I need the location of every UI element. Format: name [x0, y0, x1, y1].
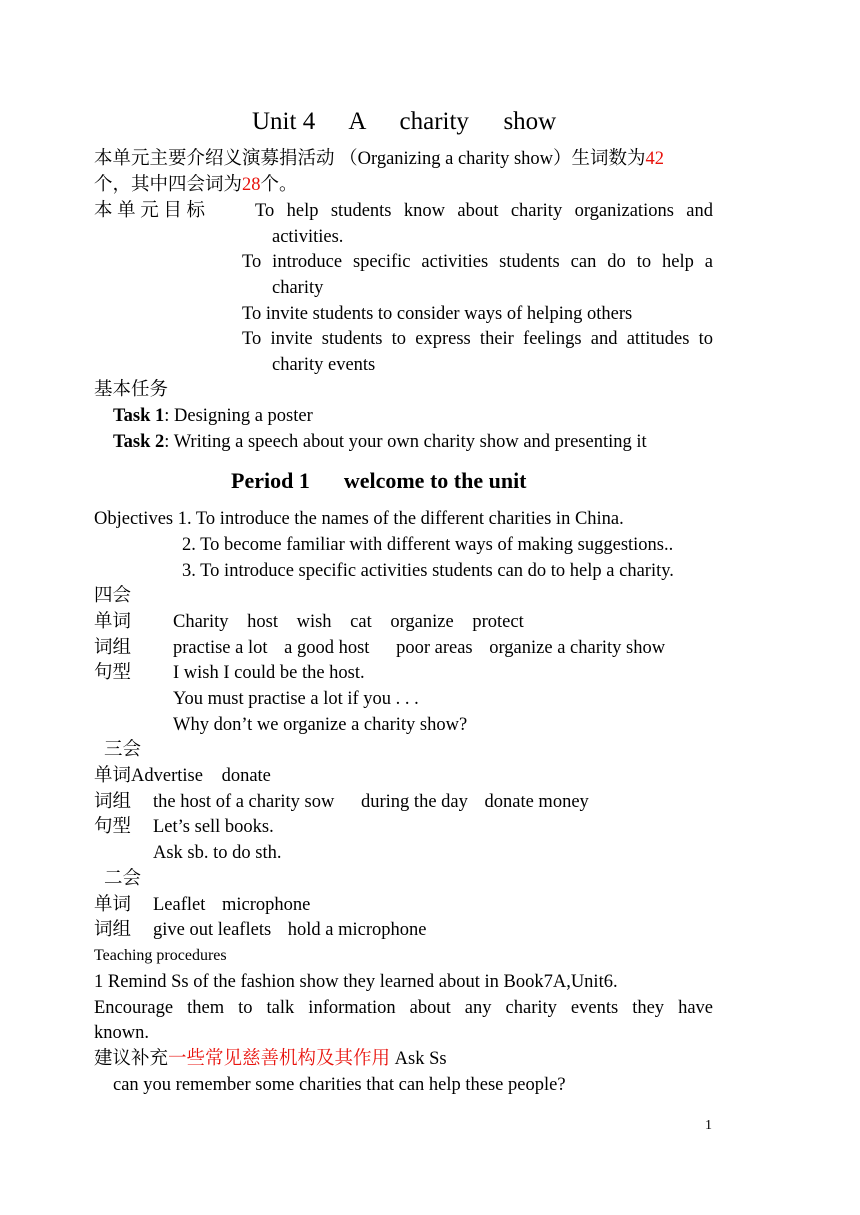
- two-level-label: 二会: [104, 869, 142, 889]
- procedure-step: known.: [94, 1023, 149, 1043]
- goal-item-cont: charity: [272, 278, 324, 298]
- tasks-label: 基本任务: [94, 380, 169, 400]
- phrases-label: 词组: [94, 638, 132, 658]
- sentence: Let’s sell books.: [153, 817, 274, 837]
- objectives-line: [94, 510, 624, 529]
- phrase: practise a lot: [173, 638, 268, 658]
- words-label: 单词: [94, 612, 132, 632]
- suggestion-highlight: 一些常见慈善机构及其作用: [168, 1049, 391, 1069]
- phrase-list: [173, 639, 665, 658]
- task-text: : Writing a speech about your own charity show and presenting it: [164, 432, 647, 452]
- unit-intro-line1: [94, 150, 664, 169]
- word-list: [153, 896, 310, 915]
- objectives-label: Objectives: [94, 509, 174, 529]
- phrase: the host of a charity sow: [153, 792, 335, 812]
- word-line: [94, 767, 271, 786]
- sentences-label: 句型: [94, 663, 132, 683]
- goals-label: 本 单 元 目 标: [94, 201, 206, 221]
- unit-title-part: A: [348, 108, 366, 135]
- sentence: Why don’t we organize a charity show?: [173, 715, 468, 735]
- objective-item: 1. To introduce the names of the different charities in China.: [177, 509, 624, 529]
- task-name: Task 2: [113, 432, 165, 452]
- word: Charity: [173, 612, 229, 632]
- suggestion-prefix: 建议补充: [94, 1049, 169, 1069]
- word: protect: [472, 612, 524, 632]
- word-count: 42: [645, 149, 665, 169]
- procedure-question: can you remember some charities that can help these people?: [113, 1075, 566, 1095]
- suggestion-suffix: Ask Ss: [394, 1049, 447, 1069]
- unit-title-part: charity: [399, 108, 469, 135]
- phrase: a good host: [284, 638, 370, 658]
- phrase: poor areas: [396, 638, 473, 658]
- objective-item: 2. To become familiar with different ways of making suggestions..: [182, 535, 674, 555]
- procedures-heading: Teaching procedures: [94, 947, 227, 964]
- page-number: 1: [705, 1118, 712, 1133]
- phrase-list: [153, 921, 427, 940]
- intro-text: 本单元主要介绍义演募捐活动 （Organizing a charity show）生词数为: [94, 149, 646, 169]
- period-title-b: welcome to the unit: [343, 468, 527, 493]
- suggestion-line: [94, 1050, 447, 1069]
- task-text: : Designing a poster: [164, 406, 313, 426]
- phrase-list: [153, 793, 589, 812]
- word: microphone: [222, 895, 311, 915]
- sentence: I wish I could be the host.: [173, 663, 365, 683]
- intro-text: 个。: [260, 175, 298, 195]
- words-label: 单词: [94, 895, 132, 915]
- phrases-label: 词组: [94, 920, 132, 940]
- goal-item: To help students know about charity organizations and: [255, 201, 713, 221]
- word: wish: [296, 612, 332, 632]
- task-name: Task 1: [113, 406, 165, 426]
- unit-intro-line2: [94, 176, 298, 195]
- three-level-label: 三会: [104, 740, 142, 760]
- goal-item-cont: activities.: [272, 227, 344, 247]
- task-item: [113, 433, 647, 452]
- goal-item: To introduce specific activities students can do to help a: [242, 252, 713, 272]
- phrase: organize a charity show: [489, 638, 666, 658]
- word: organize: [390, 612, 454, 632]
- procedure-step: Encourage them to talk information about any charity events they have: [94, 998, 713, 1018]
- phrases-label: 词组: [94, 792, 132, 812]
- intro-text: 个，其中四会词为: [94, 175, 243, 195]
- unit-title: [252, 109, 556, 134]
- phrase: donate money: [484, 792, 589, 812]
- phrase: hold a microphone: [287, 920, 427, 940]
- word: cat: [350, 612, 372, 632]
- objective-item: 3. To introduce specific activities students can do to help a charity.: [182, 561, 674, 581]
- word-list: [173, 613, 524, 632]
- task-item: [113, 407, 313, 426]
- unit-title-part: show: [503, 108, 557, 135]
- period-title: [231, 470, 527, 492]
- goal-item-cont: charity events: [272, 355, 376, 375]
- word: Leaflet: [153, 895, 206, 915]
- word: host: [247, 612, 278, 632]
- sentence: Ask sb. to do sth.: [153, 843, 282, 863]
- word: donate: [221, 766, 271, 786]
- sentence: You must practise a lot if you . . .: [173, 689, 419, 709]
- phrase: give out leaflets: [153, 920, 272, 940]
- sentences-label: 句型: [94, 817, 132, 837]
- phrase: during the day: [361, 792, 468, 812]
- four-level-label: 四会: [94, 586, 132, 606]
- goal-item: To invite students to express their feelings and attitudes to: [242, 329, 713, 349]
- procedure-step: 1 Remind Ss of the fashion show they learned about in Book7A,Unit6.: [94, 972, 618, 992]
- goal-item: To invite students to consider ways of helping others: [242, 304, 633, 324]
- word: Advertise: [131, 766, 203, 786]
- period-title-a: Period 1: [231, 468, 310, 493]
- four-skill-count: 28: [242, 175, 261, 195]
- words-label: 单词: [94, 766, 132, 786]
- unit-title-part: Unit 4: [252, 108, 316, 135]
